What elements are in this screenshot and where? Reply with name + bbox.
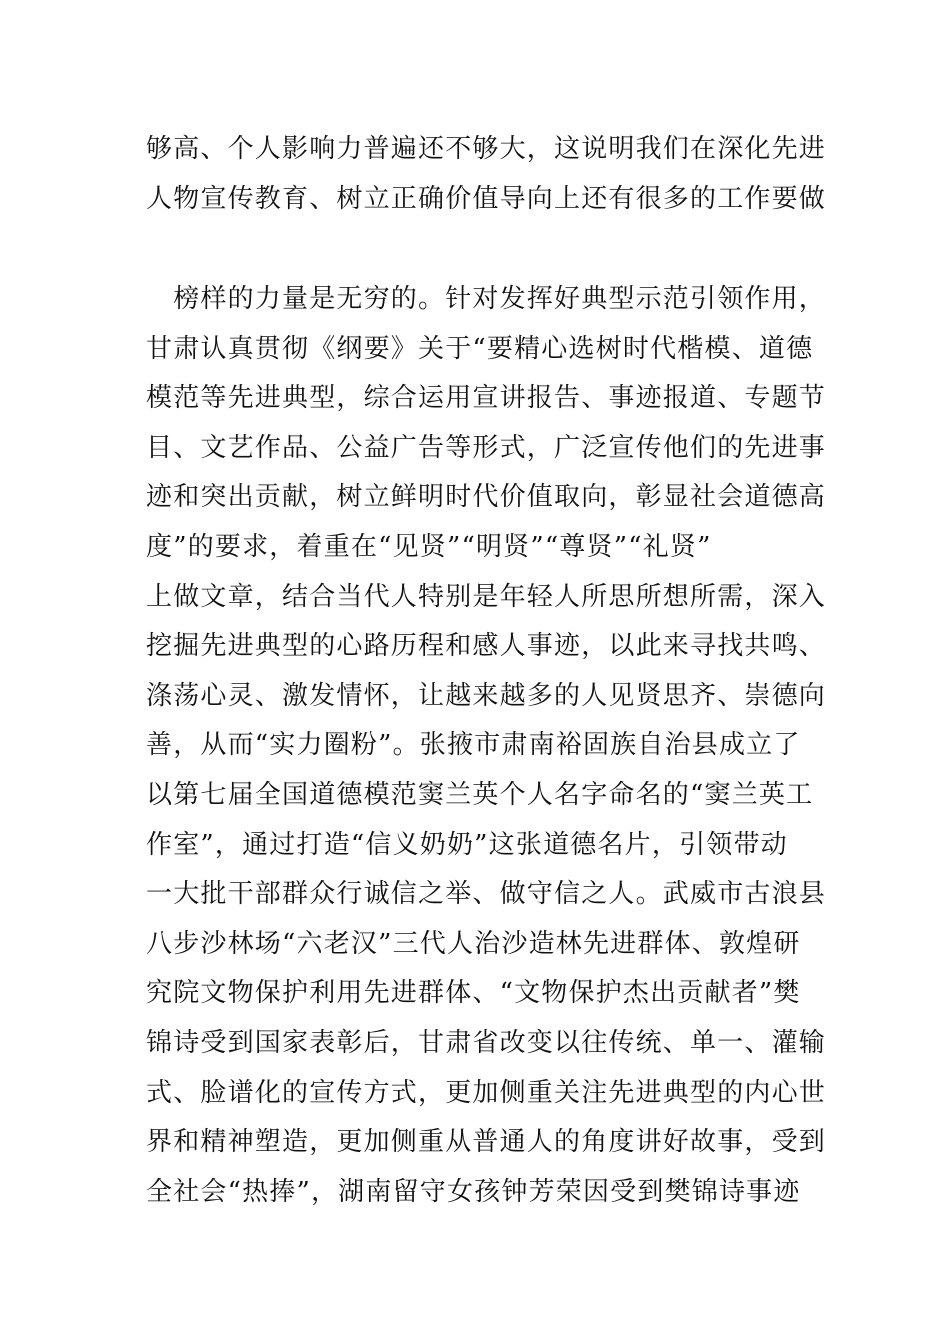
body-paragraph — [146, 275, 827, 1217]
text-line: 作室”，通过打造“信义奶奶”这张道德名片，引领带动 — [146, 829, 788, 860]
text-line: 一大批干部群众行诚信之举、做守信之人。武威市古浪县 — [146, 879, 827, 910]
text-line: 甘肃认真贯彻《纲要》关于“要精心选树时代楷模、道德 — [146, 333, 814, 364]
text-line: 界和精神塑造，更加侧重从普通人的角度讲好故事，受到 — [146, 1127, 827, 1158]
text-line: 涤荡心灵、激发情怀，让越来越多的人见贤思齐、崇德向 — [146, 680, 827, 711]
text-line: 善，从而“实力圈粉”。张掖市肃南裕固族自治县成立了 — [146, 730, 801, 761]
text-line: 以第七届全国道德模范窦兰英个人名字命名的“窦兰英工 — [146, 779, 814, 810]
text-line: 八步沙林场“六老汉”三代人治沙造林先进群体、敦煌研 — [146, 928, 801, 959]
text-line: 究院文物保护利用先进群体、“文物保护杰出贡献者”樊 — [146, 978, 801, 1009]
continuation-paragraph — [146, 125, 827, 224]
text-line: 上做文章，结合当代人特别是年轻人所思所想所需，深入 — [146, 581, 827, 612]
text-line: 人物宣传教育、树立正确价值导向上还有很多的工作要做 — [146, 183, 827, 214]
text-line: 模范等先进典型，综合运用宣讲报告、事迹报道、专题节 — [146, 383, 827, 414]
text-line: 度”的要求，着重在“见贤”“明贤”“尊贤”“礼贤” — [146, 531, 712, 562]
text-line: 锦诗受到国家表彰后，甘肃省改变以往传统、单一、灌输 — [146, 1027, 827, 1058]
text-line: 目、文艺作品、公益广告等形式，广泛宣传他们的先进事 — [146, 432, 827, 463]
text-line: 全社会“热捧”，湖南留守女孩钟芳荣因受到樊锦诗事迹 — [146, 1176, 801, 1207]
text-line: 够高、个人影响力普遍还不够大，这说明我们在深化先进 — [146, 134, 827, 164]
text-line: 榜样的力量是无穷的。针对发挥好典型示范引领作用， — [146, 284, 827, 314]
text-line: 迹和突出贡献，树立鲜明时代价值取向，彰显社会道德高 — [146, 482, 827, 513]
text-line: 挖掘先进典型的心路历程和感人事迹，以此来寻找共鸣、 — [146, 631, 827, 662]
text-line: 式、脸谱化的宣传方式，更加侧重关注先进典型的内心世 — [146, 1077, 827, 1108]
